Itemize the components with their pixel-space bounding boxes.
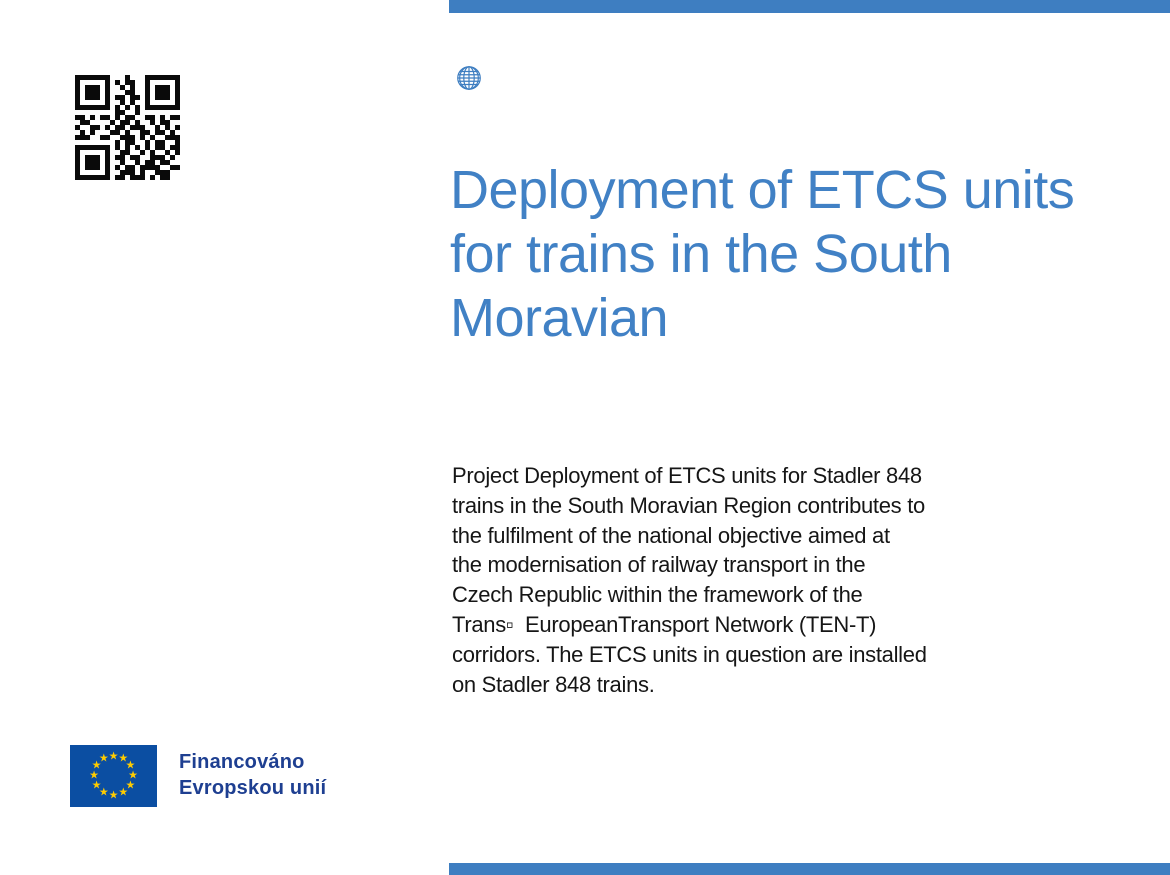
description-line: Trans▫ EuropeanTransport Network (TEN-T) — [452, 611, 877, 637]
eu-star-icon: ★ — [98, 786, 109, 799]
page-title — [450, 158, 1074, 350]
eu-flag — [70, 745, 157, 807]
description-line: Project Deployment of ETCS units for Stadler 848 — [452, 463, 922, 488]
eu-star-icon: ★ — [118, 786, 129, 799]
eu-star-icon: ★ — [91, 759, 102, 772]
eu-star-icon: ★ — [98, 752, 109, 765]
eu-star-icon: ★ — [128, 769, 138, 782]
description-line: Czech Republic within the framework of the — [452, 582, 863, 608]
eu-star-icon: ★ — [118, 752, 129, 765]
title-line-1: Deployment of ETCS units — [450, 160, 1075, 220]
qr-code — [75, 75, 180, 180]
globe-icon — [456, 65, 482, 91]
description-line: on Stadler 848 trains. — [452, 671, 655, 697]
eu-star-icon: ★ — [108, 789, 119, 801]
eu-funding-logo — [70, 745, 326, 807]
bottom-accent-bar — [449, 863, 1170, 875]
eu-star-icon: ★ — [91, 779, 102, 792]
funding-label — [179, 749, 326, 801]
title-line-3: Moravian — [450, 288, 669, 348]
eu-star-icon: ★ — [108, 750, 119, 762]
eu-star-icon: ★ — [125, 779, 136, 792]
description-line: the fulfilment of the national objective aimed at — [452, 522, 890, 548]
description-line: trains in the South Moravian Region contributes to — [452, 492, 925, 518]
eu-star-icon: ★ — [125, 759, 136, 772]
funding-label-line-1: Financováno — [179, 751, 305, 773]
eu-star-icon: ★ — [89, 769, 99, 782]
title-line-2: for trains in the South — [450, 224, 952, 284]
description-line: the modernisation of railway transport in the — [452, 552, 866, 578]
top-accent-bar — [449, 0, 1170, 13]
project-description — [452, 461, 927, 699]
funding-label-line-2: Evropskou unií — [179, 777, 327, 799]
description-line: corridors. The ETCS units in question are installed — [452, 641, 927, 667]
